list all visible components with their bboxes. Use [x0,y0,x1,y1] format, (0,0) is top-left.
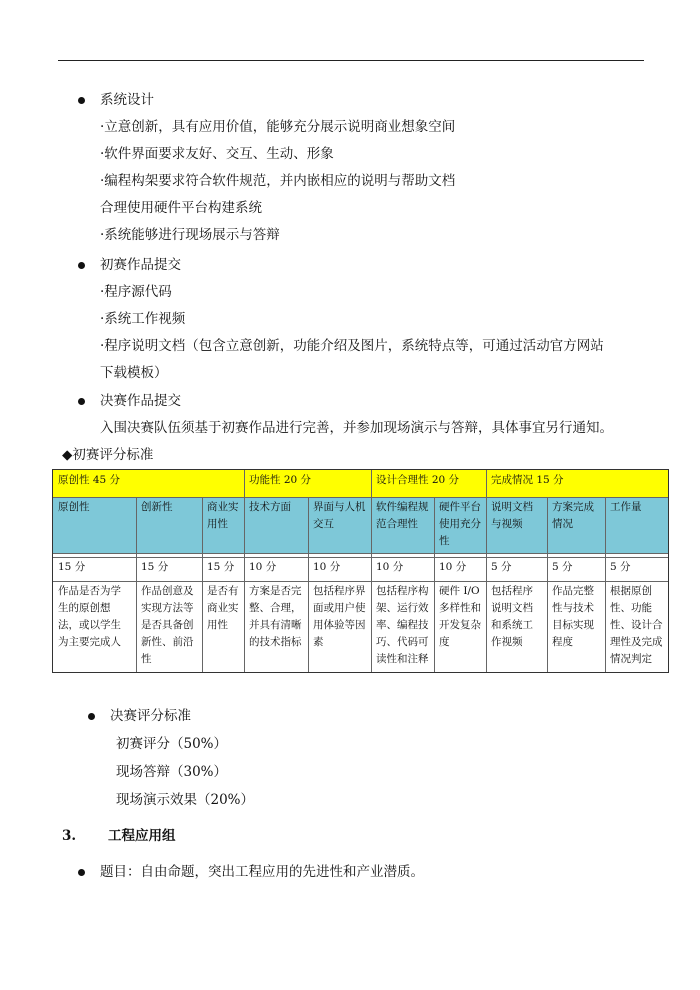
description-cell: 方案是否完整、合理，并具有清晰的技术指标 [249,585,302,648]
section-title-prelim-submission: 初赛作品提交 [100,257,181,273]
score-cell: 10 分 [313,561,341,573]
group-header: 原创性 45 分 [53,470,244,497]
section-title-engineering: 工程应用组 [108,828,176,844]
bullet-icon [78,262,85,269]
sub-header: 方案完成情况 [547,497,605,553]
table-rule [136,497,137,672]
description-cell: 作品完整性与技术目标实现程度 [552,585,594,648]
section-title-system-design: 系统设计 [100,92,154,108]
table-rule [244,470,245,672]
description-cell: 作品是否为学生的原创想法，或以学生为主要完成人 [58,585,121,648]
list-item: ·程序源代码 [100,284,172,300]
section-paragraph: 题目：自由命题，突出工程应用的先进性和产业潜质。 [100,864,424,880]
prelim-criteria-title: ◆初赛评分标准 [62,447,154,463]
table-rule [202,497,203,672]
list-item: ·立意创新，具有应用价值，能够充分展示说明商业想象空间 [100,119,456,135]
table-rule [486,470,487,672]
score-cell: 10 分 [439,561,467,573]
table-rule [53,581,668,582]
section-title-final-submission: 决赛作品提交 [100,393,181,409]
bullet-icon [78,97,85,104]
description-cell: 根据原创性、功能性、设计合理性及完成情况判定 [610,585,663,665]
table-rule [547,497,548,672]
header-rule [58,60,644,61]
section-paragraph: 入围决赛队伍须基于初赛作品进行完善，并参加现场演示与答辩，具体事宜另行通知。 [100,420,613,436]
description-cell: 包括程序界面或用户使用体验等因素 [313,585,366,648]
table-rule [371,470,372,672]
score-cell: 15 分 [58,561,86,573]
group-header: 完成情况 15 分 [486,470,668,497]
sub-header: 商业实用性 [202,497,244,553]
table-rule [53,557,668,558]
score-cell: 15 分 [141,561,169,573]
score-cell: 5 分 [552,561,573,573]
table-rule [434,497,435,672]
list-item: 现场演示效果（20%） [116,792,255,808]
description-cell: 包括程序说明文档和系统工作视频 [491,585,533,648]
criteria-table [52,469,669,673]
description-cell: 包括程序构架、运行效率、编程技巧、代码可读性和注释 [376,585,429,665]
list-item: ·编程构架要求符合软件规范，并内嵌相应的说明与帮助文档 [100,173,456,189]
score-cell: 15 分 [207,561,235,573]
sub-header: 创新性 [136,497,202,553]
final-criteria-title: 决赛评分标准 [110,708,191,724]
score-cell: 5 分 [491,561,512,573]
list-item: 初赛评分（50%） [116,736,228,752]
table-rule [308,497,309,672]
bullet-icon [78,398,85,405]
section-number: 3. [62,828,77,844]
sub-header: 说明文档与视频 [486,497,547,553]
bullet-icon [78,869,85,876]
description-cell: 是否有商业实用性 [207,585,239,631]
group-header: 设计合理性 20 分 [371,470,486,497]
score-cell: 5 分 [610,561,631,573]
sub-header: 界面与人机交互 [308,497,371,553]
list-item: ·软件界面要求友好、交互、生动、形象 [100,146,334,162]
list-item: ·系统能够进行现场展示与答辩 [100,227,280,243]
score-cell: 10 分 [376,561,404,573]
sub-header: 技术方面 [244,497,308,553]
list-item: 合理使用硬件平台构建系统 [100,200,262,216]
table-rule [53,553,668,554]
list-item: 现场答辩（30%） [116,764,228,780]
description-cell: 硬件 I/O 多样性和开发复杂度 [439,585,481,648]
sub-header: 原创性 [53,497,136,553]
sub-header: 硬件平台使用充分性 [434,497,486,553]
description-cell: 作品创意及实现方法等是否具备创新性、前沿性 [141,585,194,665]
bullet-icon [88,713,95,720]
list-item: ·系统工作视频 [100,311,186,327]
group-header: 功能性 20 分 [244,470,371,497]
table-rule [53,497,668,498]
table-rule [605,497,606,672]
list-item: ·程序说明文档（包含立意创新，功能介绍及图片，系统特点等，可通过活动官方网站 [100,338,604,354]
sub-header: 工作量 [605,497,668,553]
score-cell: 10 分 [249,561,277,573]
list-item: 下载模板） [100,365,168,381]
sub-header: 软件编程规范合理性 [371,497,434,553]
